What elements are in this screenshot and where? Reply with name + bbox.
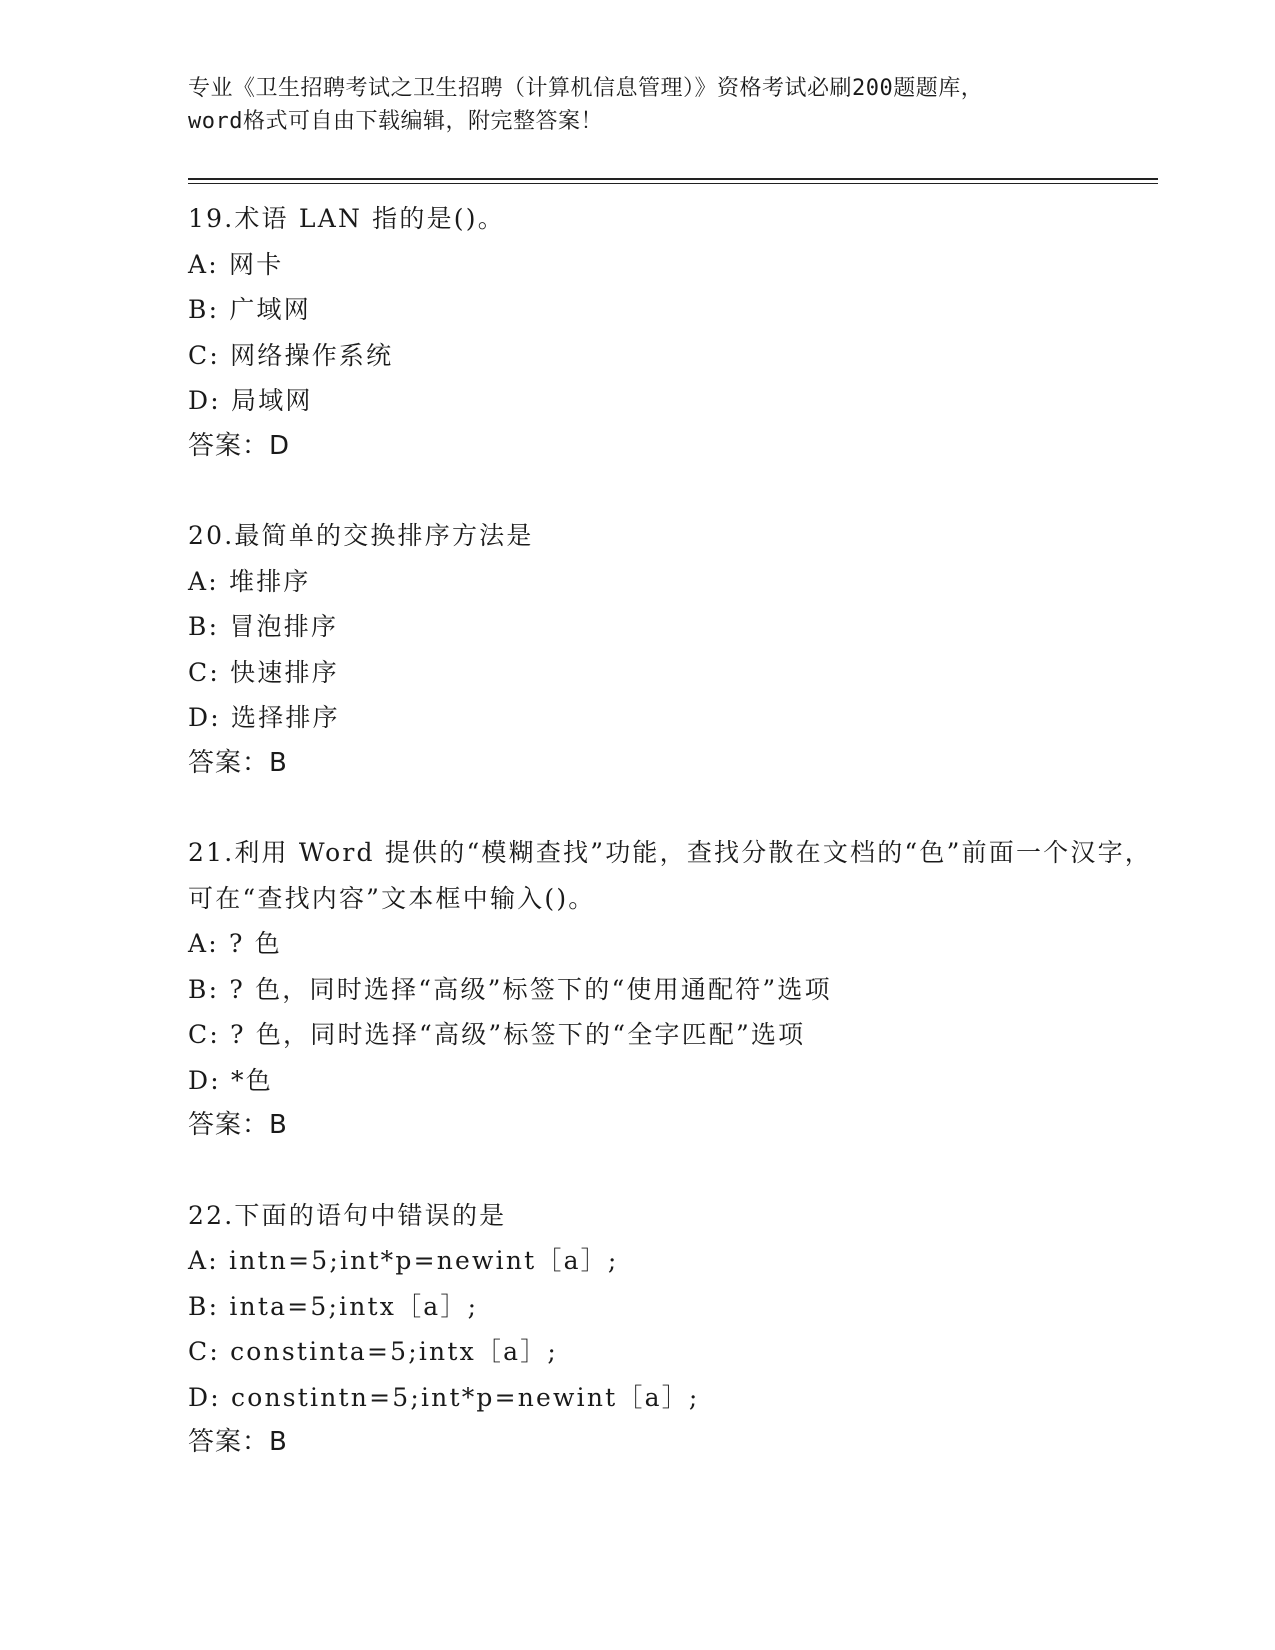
question-stem: 19.术语 LAN 指的是()。 [188,204,505,233]
option-b: B: ? 色，同时选择“高级”标签下的“使用通配符”选项 [188,974,832,1004]
question-list [188,196,1158,1466]
answer: 答案：B [188,747,288,778]
option-a: A: ? 色 [188,929,282,958]
question-20 [188,513,1158,786]
document-header [188,72,1158,138]
question-stem: 20.最简单的交换排序方法是 [188,521,534,550]
header-line-2: word格式可自由下载编辑，附完整答案！ [188,109,603,134]
option-b: B: 广域网 [188,295,311,324]
option-d: D: *色 [188,1065,273,1095]
option-d: D: 局域网 [188,386,313,415]
question-stem: 22.下面的语句中错误的是 [188,1200,507,1230]
answer: 答案：B [188,1110,288,1140]
option-a: A: 网卡 [188,249,284,279]
question-21 [188,830,1158,1149]
option-c: C: ? 色，同时选择“高级”标签下的“全字匹配”选项 [188,1020,806,1049]
option-c: C: 网络操作系统 [188,340,394,370]
option-a: A: 堆排序 [188,566,311,596]
option-c: C: constinta=5;intx［a］; [188,1337,559,1366]
option-b: B: 冒泡排序 [188,612,339,641]
header-divider [188,178,1158,184]
option-d: D: 选择排序 [188,703,340,732]
answer: 答案：B [188,1427,288,1457]
answer: 答案：D [188,430,291,461]
header-line-1: 专业《卫生招聘考试之卫生招聘（计算机信息管理）》资格考试必刷200题题库， [188,76,984,101]
option-b: B: inta=5;intx［a］; [188,1291,479,1321]
question-22 [188,1193,1158,1466]
option-d: D: constintn=5;int*p=newint［a］; [188,1382,700,1412]
option-a: A: intn=5;int*p=newint［a］; [188,1246,619,1275]
question-19 [188,196,1158,469]
document-page [188,72,1158,1510]
question-stem: 21.利用 Word 提供的“模糊查找”功能，查找分散在文档的“色”前面一个汉字，可在“查找内容”文本框中输入()。 [188,838,1152,913]
option-c: C: 快速排序 [188,657,339,687]
